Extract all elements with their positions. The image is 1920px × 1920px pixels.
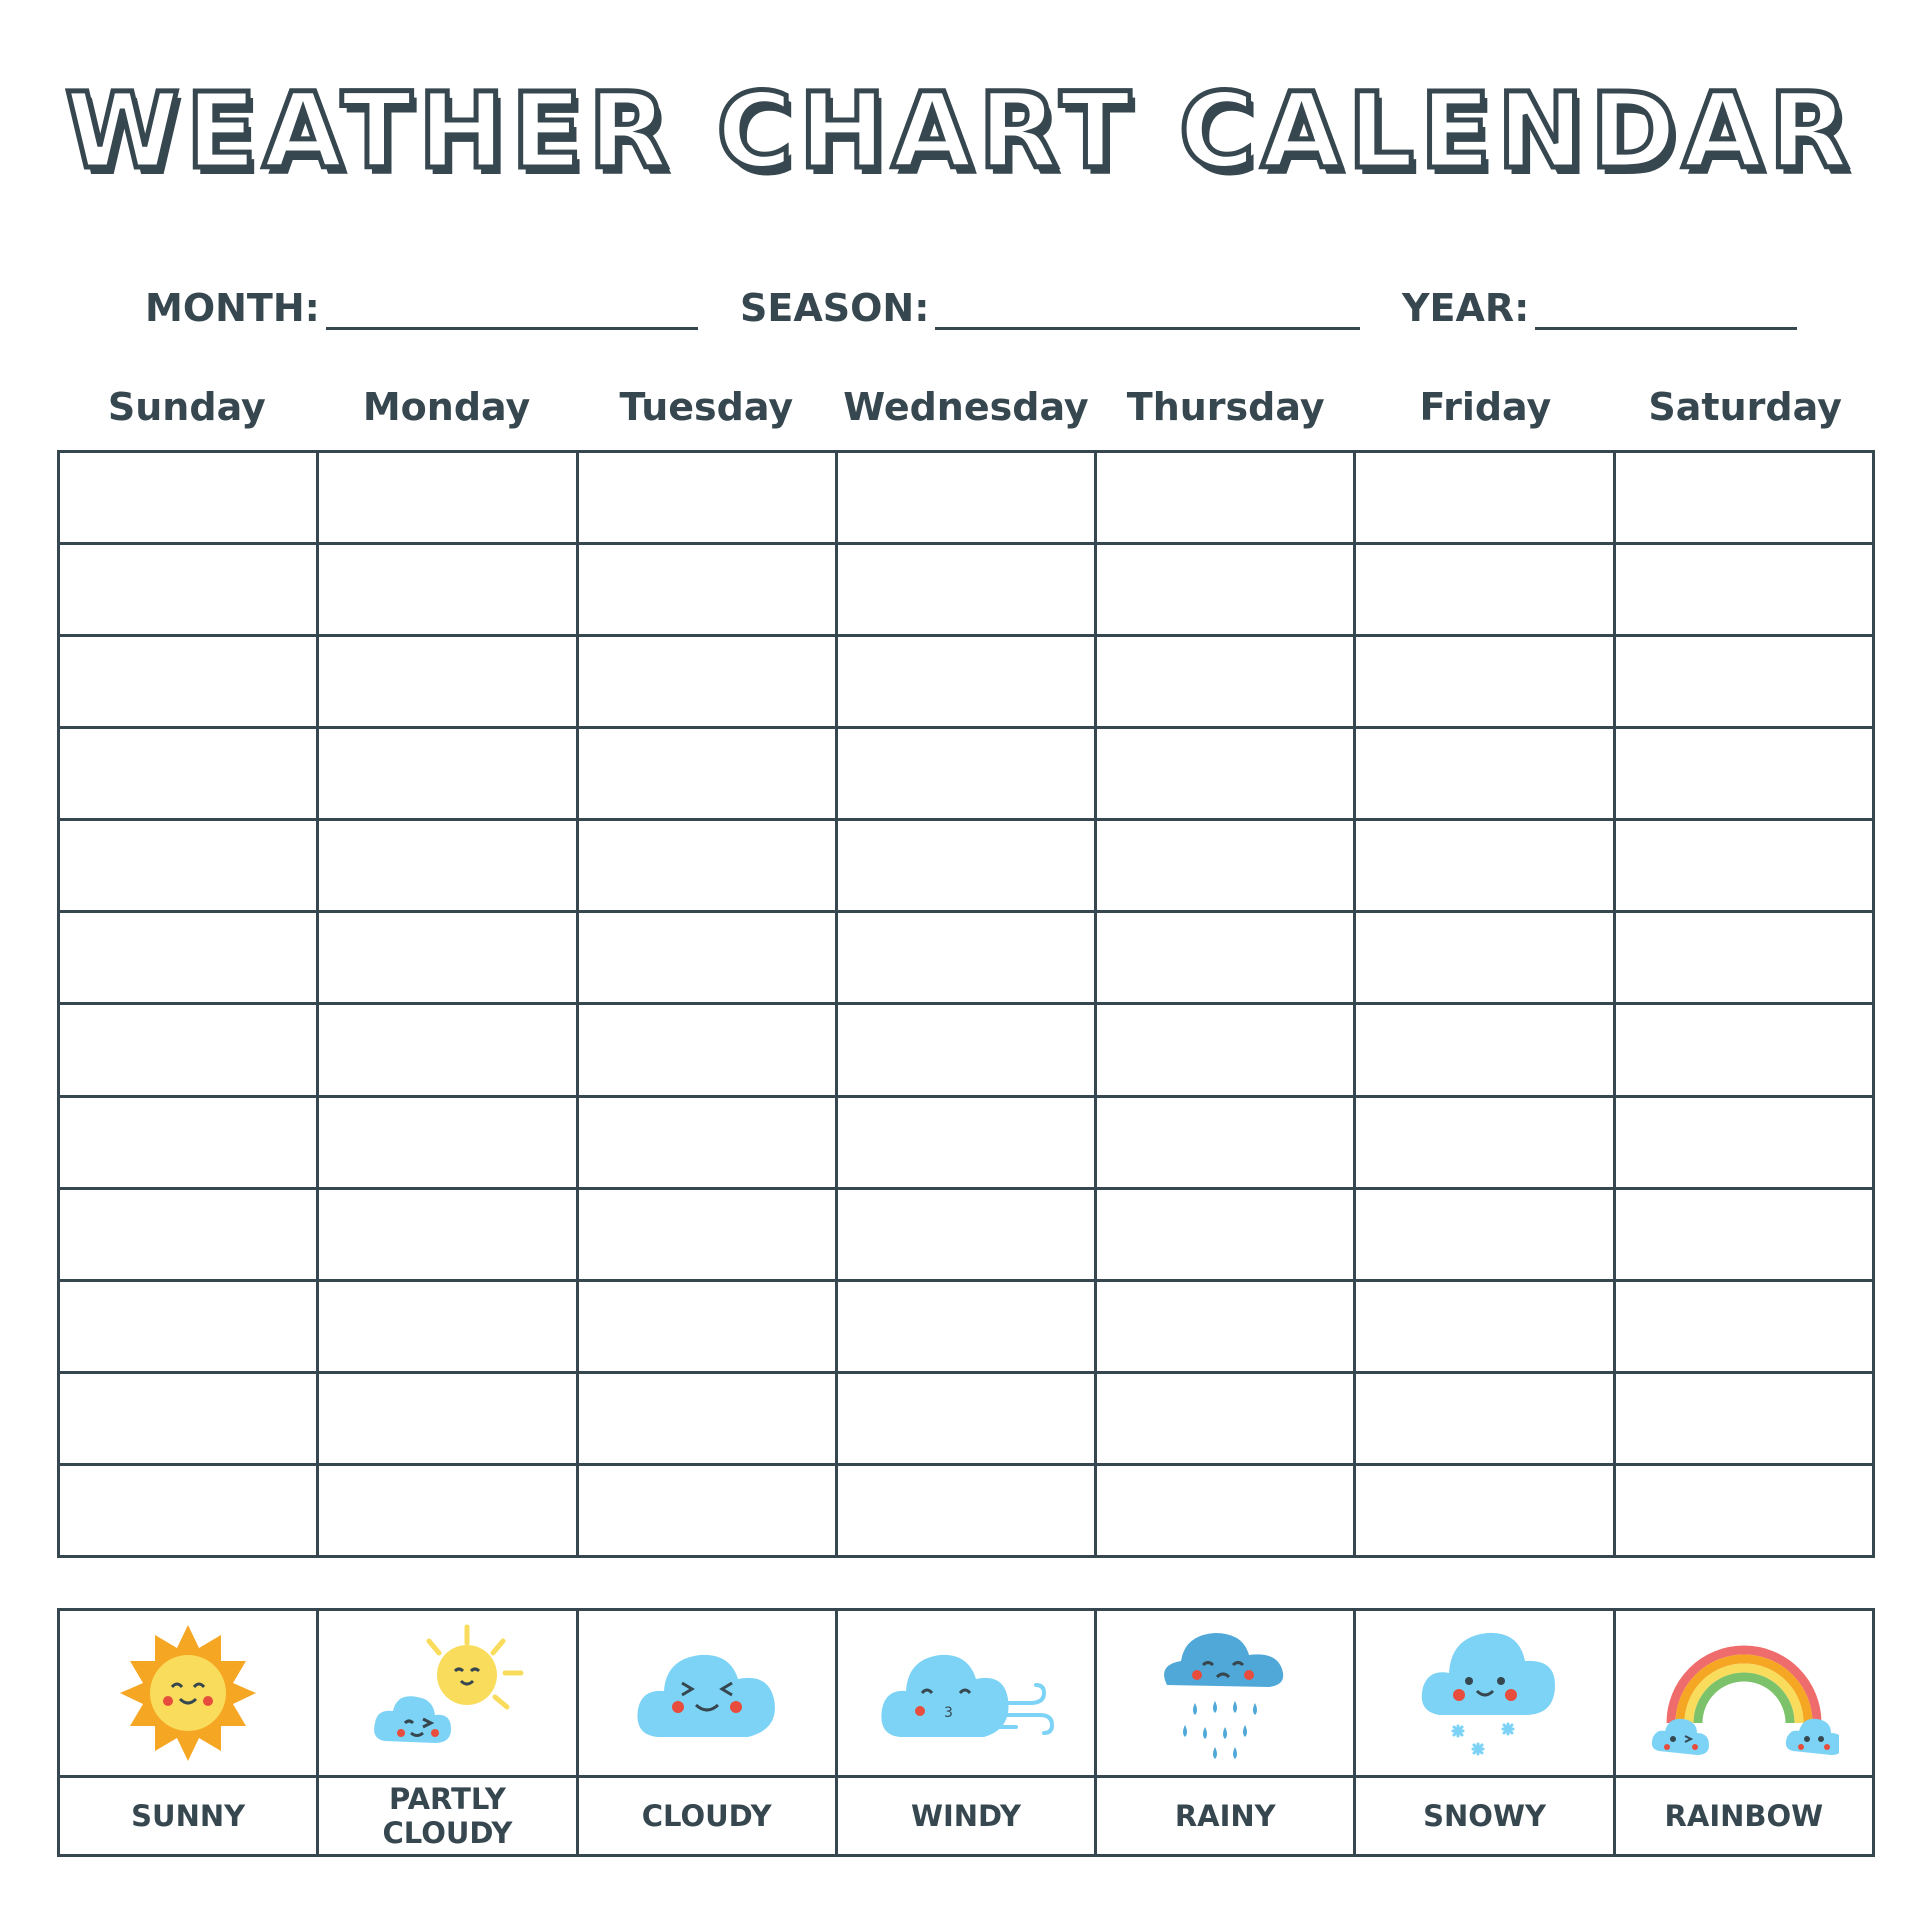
legend-icon-cell-sunny <box>59 1610 318 1777</box>
calendar-cell[interactable] <box>1096 636 1355 728</box>
calendar-cell[interactable] <box>836 1280 1095 1372</box>
calendar-cell[interactable] <box>836 728 1095 820</box>
calendar-cell[interactable] <box>318 1188 577 1280</box>
legend-icon-cell-cloudy <box>577 1610 836 1777</box>
month-value[interactable] <box>326 285 336 325</box>
calendar-cell[interactable] <box>1355 544 1614 636</box>
calendar-cell[interactable] <box>836 1464 1095 1556</box>
calendar-cell[interactable] <box>1614 1188 1873 1280</box>
calendar-cell[interactable] <box>59 452 318 544</box>
calendar-row <box>59 1096 1874 1188</box>
calendar-cell[interactable] <box>1614 636 1873 728</box>
calendar-cell[interactable] <box>577 1004 836 1096</box>
calendar-cell[interactable] <box>1614 1280 1873 1372</box>
calendar-cell[interactable] <box>1355 912 1614 1004</box>
year-label: YEAR: <box>1402 286 1530 330</box>
month-field[interactable] <box>145 282 698 330</box>
month-label: MONTH: <box>145 286 320 330</box>
calendar-cell[interactable] <box>59 636 318 728</box>
calendar-cell[interactable] <box>318 1372 577 1464</box>
season-value[interactable] <box>935 285 945 325</box>
day-friday: Friday <box>1419 385 1552 429</box>
calendar-cell[interactable] <box>577 636 836 728</box>
legend-label-sunny: SUNNY <box>59 1777 318 1856</box>
year-input-line[interactable] <box>1535 283 1797 330</box>
calendar-cell[interactable] <box>577 1372 836 1464</box>
calendar-row <box>59 728 1874 820</box>
calendar-cell[interactable] <box>836 544 1095 636</box>
calendar-row <box>59 820 1874 912</box>
calendar-row <box>59 1280 1874 1372</box>
year-field[interactable] <box>1402 282 1797 330</box>
calendar-cell[interactable] <box>1614 544 1873 636</box>
calendar-cell[interactable] <box>1355 820 1614 912</box>
day-tuesday: Tuesday <box>619 385 794 429</box>
calendar-cell[interactable] <box>577 912 836 1004</box>
day-wednesday: Wednesday <box>843 385 1089 429</box>
calendar-cell[interactable] <box>318 636 577 728</box>
weekday-header <box>57 385 1875 429</box>
calendar-cell[interactable] <box>1096 1464 1355 1556</box>
calendar-cell[interactable] <box>1614 912 1873 1004</box>
calendar-cell[interactable] <box>59 1004 318 1096</box>
partly-cloudy-icon <box>367 1623 527 1763</box>
calendar-row <box>59 544 1874 636</box>
legend-icon-cell-rainbow <box>1614 1610 1873 1777</box>
calendar-cell[interactable] <box>59 1188 318 1280</box>
page-title: WEATHER CHART CALENDAR <box>65 70 1855 192</box>
calendar-cell[interactable] <box>836 820 1095 912</box>
calendar-cell[interactable] <box>1096 1096 1355 1188</box>
legend-icon-cell-windy <box>836 1610 1095 1777</box>
legend-icon-cell-snowy <box>1355 1610 1614 1777</box>
calendar-cell[interactable] <box>577 1096 836 1188</box>
calendar-cell[interactable] <box>318 820 577 912</box>
legend-label-partly-cloudy: PARTLY CLOUDY <box>318 1777 577 1856</box>
calendar-cell[interactable] <box>1096 544 1355 636</box>
legend-icon-cell-partly-cloudy <box>318 1610 577 1777</box>
calendar-row <box>59 1004 1874 1096</box>
calendar-cell[interactable] <box>59 820 318 912</box>
calendar-cell[interactable] <box>1096 1280 1355 1372</box>
calendar-row <box>59 1372 1874 1464</box>
calendar-cell[interactable] <box>836 636 1095 728</box>
calendar-cell[interactable] <box>318 1464 577 1556</box>
day-monday: Monday <box>362 385 531 429</box>
calendar-cell[interactable] <box>1614 1096 1873 1188</box>
calendar-cell[interactable] <box>836 1188 1095 1280</box>
calendar-cell[interactable] <box>318 912 577 1004</box>
calendar-cell[interactable] <box>1355 1372 1614 1464</box>
calendar-row <box>59 1464 1874 1556</box>
legend-icon-cell-rainy <box>1096 1610 1355 1777</box>
calendar-cell[interactable] <box>1096 1004 1355 1096</box>
calendar-row <box>59 912 1874 1004</box>
calendar-cell[interactable] <box>836 1372 1095 1464</box>
cloud-icon <box>632 1633 782 1753</box>
sun-icon <box>118 1623 258 1763</box>
calendar-cell[interactable] <box>1355 728 1614 820</box>
calendar-row <box>59 636 1874 728</box>
season-input-line[interactable] <box>935 283 1360 330</box>
legend-label-windy: WINDY <box>836 1777 1095 1856</box>
calendar-cell[interactable] <box>577 1188 836 1280</box>
calendar-cell[interactable] <box>1355 636 1614 728</box>
calendar-cell[interactable] <box>1614 728 1873 820</box>
month-input-line[interactable] <box>326 283 698 330</box>
calendar-cell[interactable] <box>577 1464 836 1556</box>
calendar-cell[interactable] <box>318 452 577 544</box>
calendar-cell[interactable] <box>1355 1464 1614 1556</box>
calendar-cell[interactable] <box>1355 452 1614 544</box>
calendar-cell[interactable] <box>59 544 318 636</box>
day-thursday: Thursday <box>1126 385 1325 429</box>
calendar-cell[interactable] <box>836 1096 1095 1188</box>
calendar-cell[interactable] <box>577 544 836 636</box>
calendar-cell[interactable] <box>1355 1188 1614 1280</box>
calendar-row <box>59 1188 1874 1280</box>
calendar-cell[interactable] <box>318 1004 577 1096</box>
calendar-cell[interactable] <box>1614 820 1873 912</box>
day-saturday: Saturday <box>1648 385 1842 429</box>
calendar-cell[interactable] <box>1355 1004 1614 1096</box>
calendar-cell[interactable] <box>318 728 577 820</box>
calendar-cell[interactable] <box>318 544 577 636</box>
calendar-cell[interactable] <box>1096 452 1355 544</box>
svg-text:3: 3 <box>943 1705 953 1721</box>
calendar-cell[interactable] <box>836 1004 1095 1096</box>
calendar-cell[interactable] <box>59 912 318 1004</box>
calendar-cell[interactable] <box>1614 1372 1873 1464</box>
calendar-cell[interactable] <box>577 820 836 912</box>
calendar-cell[interactable] <box>1614 1464 1873 1556</box>
calendar-cell[interactable] <box>1355 1280 1614 1372</box>
rain-icon <box>1155 1623 1295 1763</box>
calendar-cell[interactable] <box>318 1096 577 1188</box>
calendar-cell[interactable] <box>577 1280 836 1372</box>
day-sunday: Sunday <box>107 385 266 429</box>
legend-label-rainbow: RAINBOW <box>1614 1777 1873 1856</box>
calendar-cell[interactable] <box>1096 1372 1355 1464</box>
season-field[interactable] <box>740 282 1360 330</box>
calendar-row <box>59 452 1874 544</box>
calendar-cell[interactable] <box>318 1280 577 1372</box>
snow-icon <box>1415 1623 1555 1763</box>
calendar-cell[interactable] <box>59 1280 318 1372</box>
calendar-cell[interactable] <box>1614 452 1873 544</box>
legend-label-rainy: RAINY <box>1096 1777 1355 1856</box>
legend-label-cloudy: CLOUDY <box>577 1777 836 1856</box>
calendar-grid <box>57 450 1875 1558</box>
calendar-cell[interactable] <box>577 452 836 544</box>
calendar-cell[interactable] <box>577 728 836 820</box>
rainbow-icon <box>1649 1623 1839 1763</box>
calendar-cell[interactable] <box>836 452 1095 544</box>
calendar-cell[interactable] <box>836 912 1095 1004</box>
year-value[interactable] <box>1535 285 1545 325</box>
season-label: SEASON: <box>740 286 930 330</box>
calendar-cell[interactable] <box>1096 1188 1355 1280</box>
calendar-cell[interactable] <box>1096 912 1355 1004</box>
calendar-cell[interactable] <box>1614 1004 1873 1096</box>
weather-legend <box>57 1608 1875 1857</box>
calendar-cell[interactable] <box>59 1464 318 1556</box>
calendar-cell[interactable] <box>59 1372 318 1464</box>
calendar-cell[interactable] <box>59 1096 318 1188</box>
calendar-cell[interactable] <box>1096 728 1355 820</box>
legend-label-snowy: SNOWY <box>1355 1777 1614 1856</box>
calendar-cell[interactable] <box>59 728 318 820</box>
calendar-cell[interactable] <box>1355 1096 1614 1188</box>
wind-icon <box>876 1633 1056 1753</box>
calendar-cell[interactable] <box>1096 820 1355 912</box>
